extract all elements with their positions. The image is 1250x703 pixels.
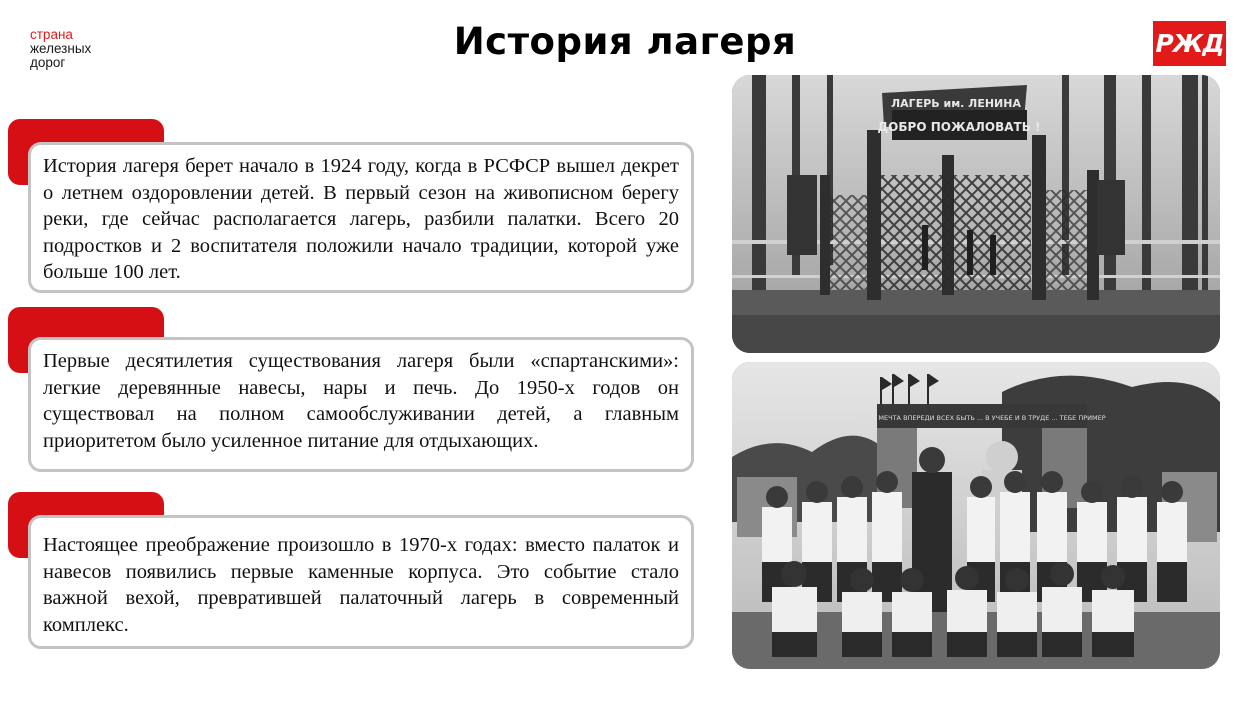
text-block-3-content: Настоящее преображение произошло в 1970-х годах: вместо палаток и навесов появились первые каменные корпуса. Это событие стало важной вехой, превратившей палаточный лагерь в современный комплекс. — [43, 534, 679, 636]
photo-banner-text: ЧТОБ МЕЧТА ВПЕРЕДИ ВСЕХ БЫТЬ ... В УЧЕБЕ И В ТРУДЕ ... ТЕБЕ ПРИМЕР — [858, 414, 1106, 422]
gate-sign-bottom: ДОБРО ПОЖАЛОВАТЬ ! — [877, 120, 1041, 134]
text-block-2 — [28, 337, 694, 472]
text-block-1 — [28, 142, 694, 293]
camp-gate-photo — [732, 75, 1220, 353]
pioneers-group-photo — [732, 362, 1220, 669]
brand-line-1: страна — [30, 27, 73, 42]
rzd-logo — [1153, 21, 1226, 66]
rzd-logo-text: РЖД — [1155, 29, 1224, 58]
gate-sign-top: ЛАГЕРЬ им. ЛЕНИНА — [891, 97, 1021, 110]
text-block-2-content: Первые десятилетия существования лагеря были «спартанскими»: легкие деревянные навесы, нары и печь. До 1950-х годов он существовал на полном самообслуживании детей, а главным приоритетом было усиленное питание для отдыхающих. — [43, 350, 679, 452]
text-block-3 — [28, 515, 694, 649]
text-block-1-content: История лагеря берет начало в 1924 году, когда в РСФСР вышел декрет о летнем оздоровлении детей. В первый сезон на живописном берегу реки, где сейчас располагается лагерь, разбили палатки. Всего 20 подростков и 2 воспитателя положили начало традиции, которой уже больше 100 лет. — [43, 155, 679, 283]
brand-line-2: железных — [30, 41, 92, 56]
page-title: История лагеря — [453, 20, 797, 63]
brand-line-3: дорог — [30, 55, 66, 70]
